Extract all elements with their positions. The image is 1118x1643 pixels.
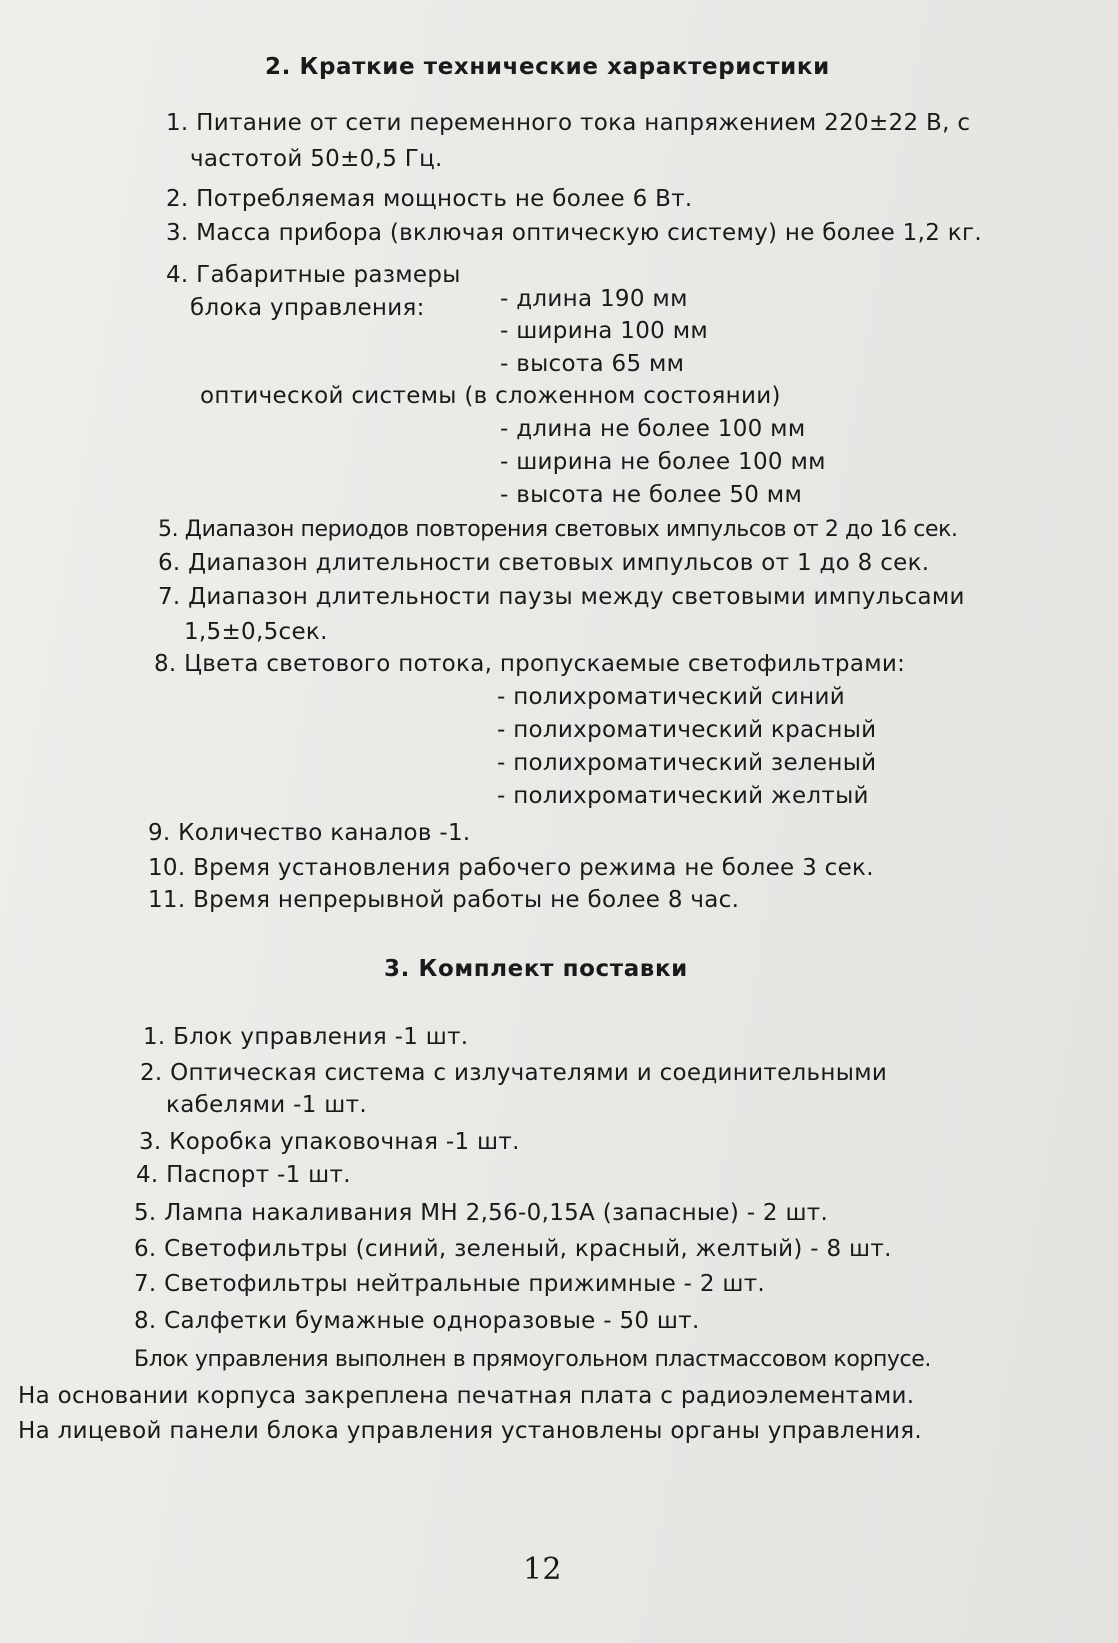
body-paragraph-line: Блок управления выполнен в прямоугольном пластмассовом корпусе. xyxy=(134,1347,931,1372)
spec-line: блока управления: xyxy=(190,295,425,321)
spec-line: 1. Питание от сети переменного тока напряжением 220±22 В, с xyxy=(166,110,971,136)
spec-line: 8. Цвета светового потока, пропускаемые светофильтрами: xyxy=(154,651,906,677)
spec-line: - ширина 100 мм xyxy=(500,318,709,344)
spec-line: 3. Масса прибора (включая оптическую систему) не более 1,2 кг. xyxy=(166,220,982,246)
spec-line: - ширина не более 100 мм xyxy=(500,449,826,475)
body-paragraph-line: На лицевой панели блока управления установлены органы управления. xyxy=(18,1418,922,1444)
kit-line: 6. Светофильтры (синий, зеленый, красный, желтый) - 8 шт. xyxy=(134,1236,892,1262)
section-2-heading: 2. Краткие технические характеристики xyxy=(265,54,830,80)
spec-line: 7. Диапазон длительности паузы между световыми импульсами xyxy=(158,584,965,610)
spec-line: - высота не более 50 мм xyxy=(500,482,803,508)
kit-line: 8. Салфетки бумажные одноразовые - 50 шт. xyxy=(134,1308,700,1334)
spec-line: 9. Количество каналов -1. xyxy=(148,820,471,846)
body-paragraph-line: На основании корпуса закреплена печатная плата с радиоэлементами. xyxy=(18,1383,915,1409)
spec-line: 10. Время установления рабочего режима не более 3 сек. xyxy=(148,855,874,881)
spec-line: - полихроматический желтый xyxy=(497,783,869,809)
spec-line: 1,5±0,5сек. xyxy=(184,619,328,645)
kit-line: 2. Оптическая система с излучателями и соединительными xyxy=(140,1060,888,1086)
kit-line: 5. Лампа накаливания МН 2,56-0,15А (запасные) - 2 шт. xyxy=(134,1200,829,1226)
spec-line: 6. Диапазон длительности световых импульсов от 1 до 8 сек. xyxy=(158,550,930,576)
spec-line: частотой 50±0,5 Гц. xyxy=(190,146,443,172)
kit-line: кабелями -1 шт. xyxy=(166,1092,367,1118)
kit-line: 1. Блок управления -1 шт. xyxy=(143,1024,469,1050)
spec-line: 11. Время непрерывной работы не более 8 час. xyxy=(148,887,740,913)
spec-line: 2. Потребляемая мощность не более 6 Вт. xyxy=(166,186,693,212)
spec-line: - полихроматический красный xyxy=(497,717,877,743)
spec-line: 5. Диапазон периодов повторения световых импульсов от 2 до 16 сек. xyxy=(158,517,958,542)
spec-line: - полихроматический зеленый xyxy=(497,750,877,776)
kit-line: 4. Паспорт -1 шт. xyxy=(136,1162,351,1188)
kit-line: 7. Светофильтры нейтральные прижимные - 2 шт. xyxy=(134,1271,766,1297)
kit-line: 3. Коробка упаковочная -1 шт. xyxy=(139,1129,520,1155)
spec-line: - длина не более 100 мм xyxy=(500,416,806,442)
spec-line: 4. Габаритные размеры xyxy=(166,262,461,288)
section-3-heading: 3. Комплект поставки xyxy=(384,956,688,982)
spec-line: - длина 190 мм xyxy=(500,286,688,312)
page-number: 12 xyxy=(523,1552,562,1587)
spec-line: - высота 65 мм xyxy=(500,351,685,377)
spec-line: оптической системы (в сложенном состоянии) xyxy=(200,383,781,409)
spec-line: - полихроматический синий xyxy=(497,684,845,710)
